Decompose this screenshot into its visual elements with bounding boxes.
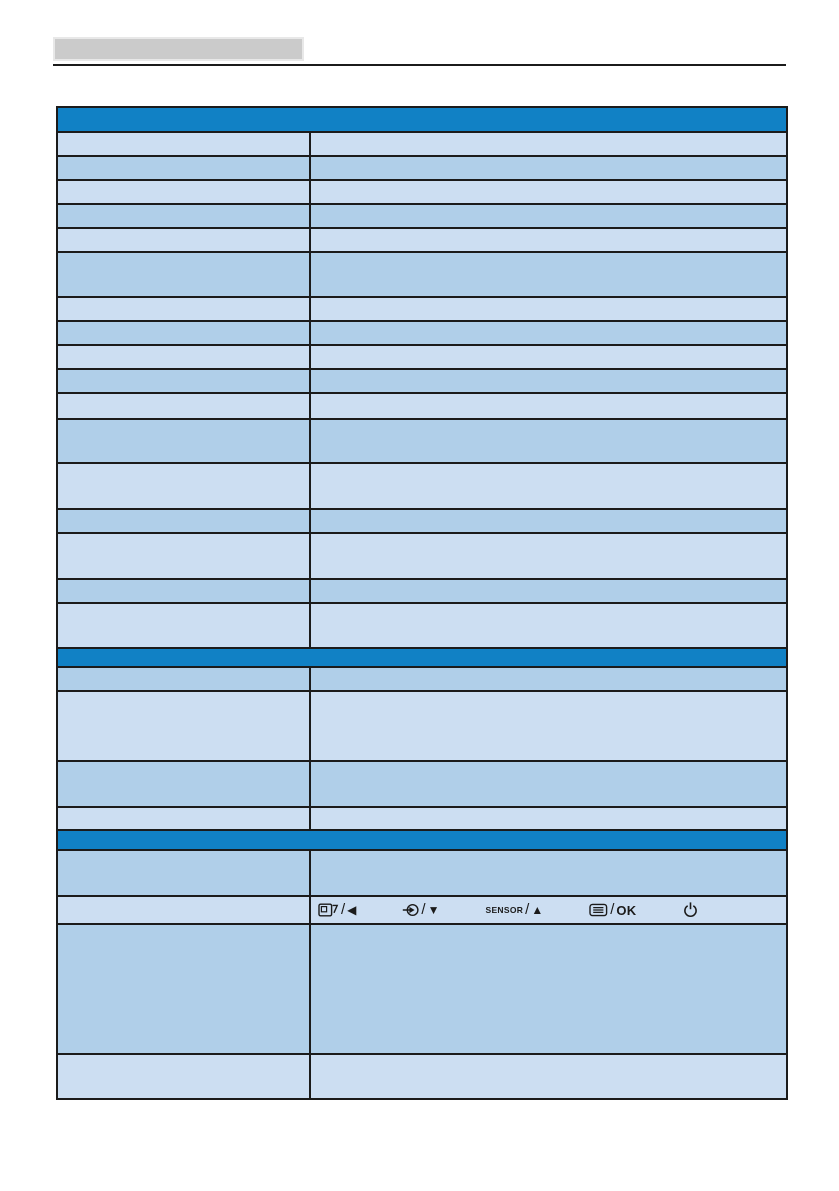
osd-control-group xyxy=(589,900,637,918)
spec-row xyxy=(57,156,787,180)
spec-label-cell xyxy=(57,369,310,393)
spec-row xyxy=(57,1054,787,1099)
spec-row xyxy=(57,252,787,297)
spec-value-cell xyxy=(310,204,787,228)
spec-label-cell xyxy=(57,345,310,369)
spec-value-cell xyxy=(310,667,787,691)
osd-control-group xyxy=(402,902,439,918)
osd-control-group xyxy=(682,901,699,919)
spec-row xyxy=(57,603,787,648)
power-icon xyxy=(682,901,699,919)
spec-label-cell xyxy=(57,204,310,228)
spec-value-cell xyxy=(310,579,787,603)
section-header-cell xyxy=(57,830,787,850)
osd-control-group xyxy=(318,902,356,918)
spec-row xyxy=(57,533,787,579)
sensor-label: SENSOR xyxy=(485,905,524,915)
slash-separator: / xyxy=(421,900,426,918)
spec-label-cell xyxy=(57,667,310,691)
spec-value-cell xyxy=(310,1054,787,1099)
spec-value-cell xyxy=(310,297,787,321)
spec-label-cell xyxy=(57,924,310,1054)
spec-row xyxy=(57,297,787,321)
slash-separator: / xyxy=(610,900,615,918)
spec-value-cell xyxy=(310,393,787,419)
spec-row xyxy=(57,393,787,419)
spec-value-cell xyxy=(310,463,787,509)
spec-label-cell xyxy=(57,691,310,761)
spec-label-cell xyxy=(57,180,310,204)
section-header-cell xyxy=(57,107,787,132)
spec-row xyxy=(57,509,787,533)
section-header-row xyxy=(57,830,787,850)
spec-value-cell xyxy=(310,156,787,180)
smartimage-icon xyxy=(318,902,339,918)
spec-row xyxy=(57,579,787,603)
spec-row xyxy=(57,321,787,345)
arrow-glyph: ▲ xyxy=(531,903,544,917)
spec-row xyxy=(57,667,787,691)
spec-label-cell xyxy=(57,509,310,533)
spec-value-cell xyxy=(310,603,787,648)
spec-value-cell xyxy=(310,807,787,830)
spec-row xyxy=(57,180,787,204)
header-divider-line xyxy=(53,64,786,66)
spec-value-cell xyxy=(310,228,787,252)
spec-value-cell xyxy=(310,691,787,761)
spec-label-cell xyxy=(57,297,310,321)
spec-label-cell xyxy=(57,603,310,648)
input-source-icon xyxy=(402,902,419,918)
section-header-row xyxy=(57,107,787,132)
section-header-cell xyxy=(57,648,787,667)
spec-row xyxy=(57,132,787,156)
spec-row xyxy=(57,419,787,463)
spec-label-cell xyxy=(57,156,310,180)
spec-row xyxy=(57,761,787,807)
spec-value-cell xyxy=(310,345,787,369)
arrow-glyph: ◀ xyxy=(347,903,357,917)
spec-value-cell xyxy=(310,419,787,463)
spec-label-cell xyxy=(57,1054,310,1099)
spec-label-cell xyxy=(57,896,310,924)
spec-label-cell xyxy=(57,807,310,830)
spec-row xyxy=(57,924,787,1054)
spec-value-cell xyxy=(310,252,787,297)
spec-label-cell xyxy=(57,463,310,509)
osd-controls-row xyxy=(311,901,786,919)
spec-label-cell xyxy=(57,252,310,297)
section-header-row xyxy=(57,648,787,667)
spec-value-cell xyxy=(310,509,787,533)
spec-value-cell xyxy=(310,896,787,924)
specifications-table xyxy=(56,106,788,1100)
spec-value-cell xyxy=(310,369,787,393)
slash-separator: / xyxy=(525,900,530,918)
menu-icon xyxy=(589,903,608,917)
spec-value-cell xyxy=(310,761,787,807)
spec-row xyxy=(57,369,787,393)
spec-value-cell xyxy=(310,180,787,204)
osd-control-group xyxy=(485,900,544,918)
spec-label-cell xyxy=(57,761,310,807)
spec-label-cell xyxy=(57,228,310,252)
spec-label-cell xyxy=(57,533,310,579)
spec-value-cell xyxy=(310,924,787,1054)
spec-label-cell xyxy=(57,393,310,419)
redacted-heading-block xyxy=(53,37,304,61)
arrow-glyph: ▼ xyxy=(427,903,440,917)
spec-row xyxy=(57,691,787,761)
spec-label-cell xyxy=(57,321,310,345)
spec-label-cell xyxy=(57,419,310,463)
spec-label-cell xyxy=(57,850,310,896)
spec-row xyxy=(57,807,787,830)
spec-value-cell xyxy=(310,321,787,345)
spec-row xyxy=(57,228,787,252)
slash-separator: / xyxy=(341,900,346,918)
spec-row xyxy=(57,850,787,896)
spec-row xyxy=(57,345,787,369)
spec-value-cell xyxy=(310,132,787,156)
spec-row xyxy=(57,463,787,509)
spec-label-cell xyxy=(57,579,310,603)
spec-value-cell xyxy=(310,533,787,579)
spec-table-body xyxy=(57,107,787,1099)
spec-value-cell xyxy=(310,850,787,896)
spec-row xyxy=(57,896,787,924)
spec-label-cell xyxy=(57,132,310,156)
spec-row xyxy=(57,204,787,228)
ok-label: OK xyxy=(616,902,637,918)
